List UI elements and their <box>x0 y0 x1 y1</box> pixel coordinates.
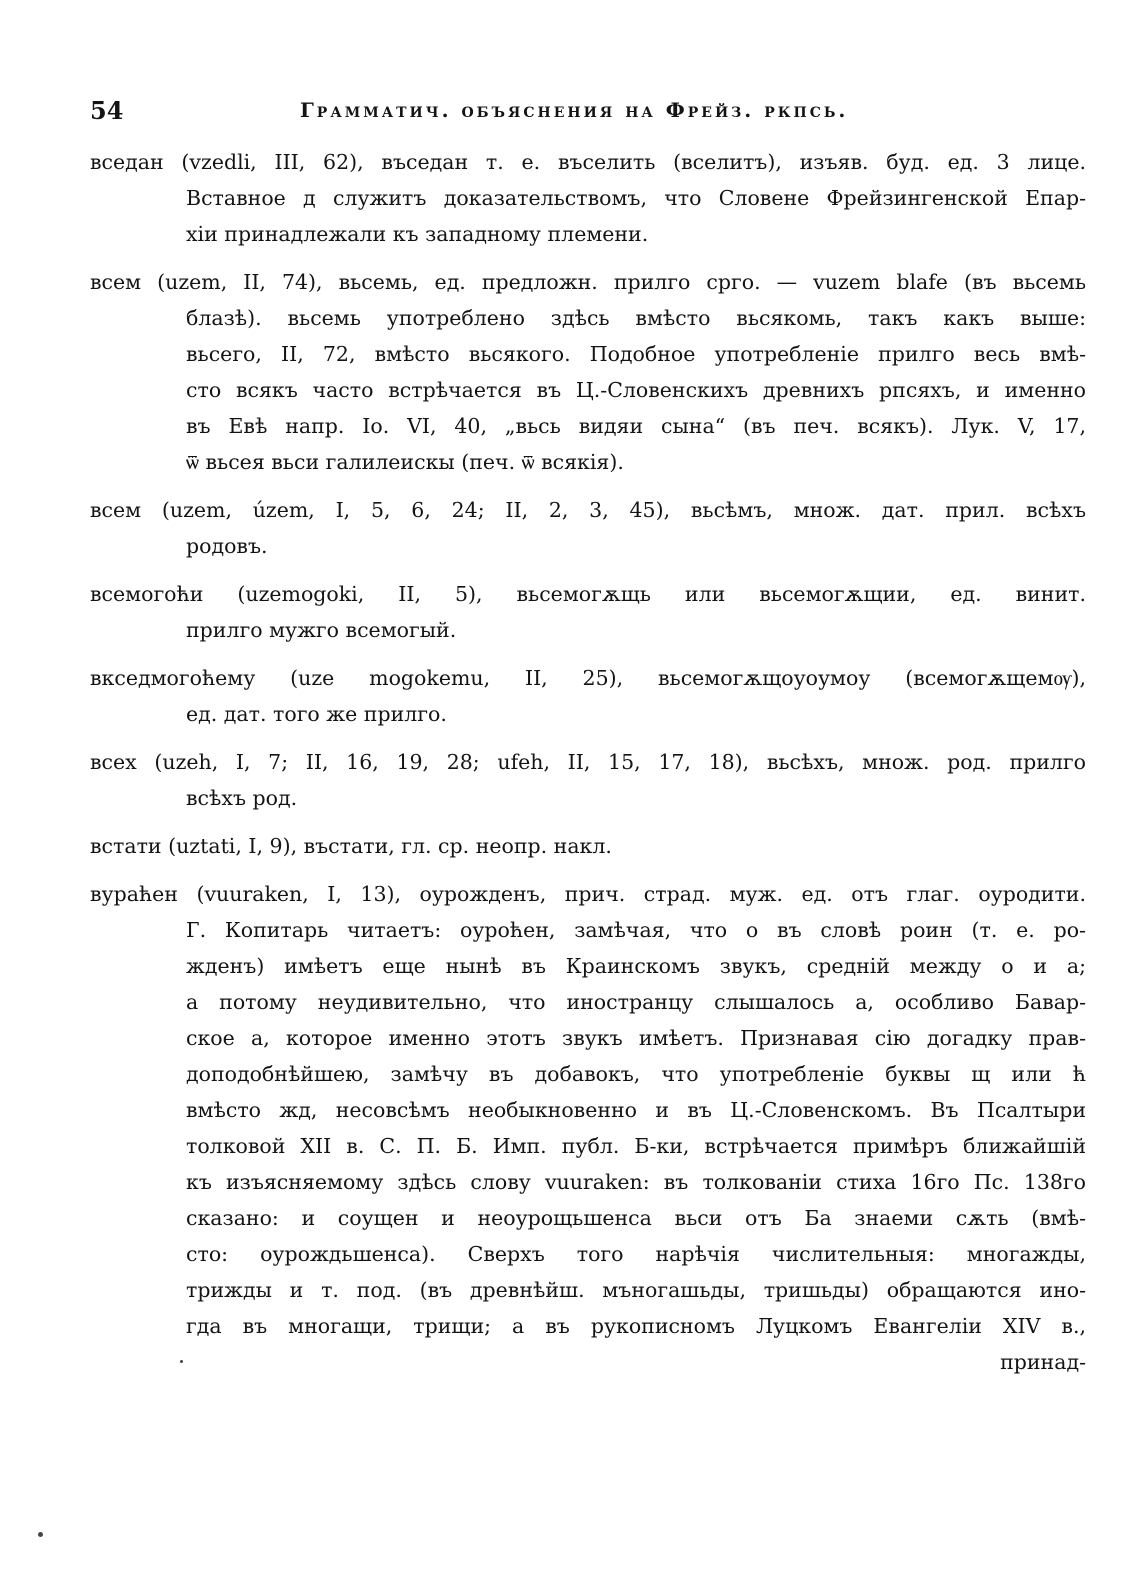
running-head: Грамматич. объяснения на Фрейз. ркпсь. <box>300 98 849 122</box>
entry-line: къ изъясняемому здѣсь слову vuuraken: въ толкованіи стиха 16го Пс. 138го <box>186 1170 1086 1194</box>
entry-line: вседан (vzedli, III, 62), въседан т. е. въселить (вселитъ), изъяв. буд. ед. 3 лице. <box>90 150 1086 174</box>
dictionary-entries <box>90 144 1086 1392</box>
entry-line: прилго мужго всемогый. <box>186 618 457 642</box>
ink-speck <box>180 1360 183 1363</box>
entry-vseh <box>90 744 1086 816</box>
entry-line: всем (uzem, územ, I, 5, 6, 24; II, 2, 3, 45), вьсѣмъ, множ. дат. прил. всѣхъ <box>90 498 1086 522</box>
entry-line: вкседмогоћему (uze mogokemu, II, 25), вьсемогѫщоуоумоу (всемогѫщемѹ), <box>90 666 1086 690</box>
entry-line: сказано: и соущен и неоурощьшенса вьси отъ Ба знаеми сѫть (вмѣ- <box>186 1206 1086 1230</box>
entry-vuraken <box>90 876 1086 1380</box>
entry-line: Г. Копитарь читаетъ: оуроћен, замѣчая, что о въ словѣ роин (т. е. ро- <box>186 918 1086 942</box>
entry-vsem-plural <box>90 492 1086 564</box>
entry-line: толковой XII в. С. П. Б. Имп. публ. Б-ки, встрѣчается примѣръ ближайшій <box>186 1134 1086 1158</box>
entry-line: вмѣсто жд, несовсѣмъ необыкновенно и въ Ц.-Словенскомъ. Въ Псалтыри <box>186 1098 1086 1122</box>
entry-line: хіи принадлежали къ западному племени. <box>186 222 649 246</box>
entry-line: родовъ. <box>186 534 268 558</box>
entry-vsemogoki <box>90 576 1086 648</box>
page-number: 54 <box>90 96 124 125</box>
page-header <box>90 96 1090 126</box>
entry-line: сто: оурождьшенса). Сверхъ того нарѣчія числительныя: многажды, <box>186 1242 1086 1266</box>
entry-line: въ Евѣ напр. Іо. VI, 40, „вьсь видяи сына“ (въ печ. всякъ). Лук. V, 17, <box>186 414 1086 438</box>
entry-line: всем (uzem, II, 74), вьсемь, ед. предложн. прилго срго. — vuzem blafe (въ вьсемь <box>90 270 1086 294</box>
entry-line: всемогоћи (uzemogoki, II, 5), вьсемогѫщь или вьсемогѫщии, ед. винит. <box>90 582 1086 606</box>
entry-line: вьсего, II, 72, вмѣсто вьсякого. Подобное употребленіе прилго весь вмѣ- <box>186 342 1086 366</box>
entry-line: жденъ) имѣетъ еще нынѣ въ Краинскомъ звукъ, среднiй между о и а; <box>186 954 1086 978</box>
entry-line: а потому неудивительно, что иностранцу слышалось а, особливо Бавар- <box>186 990 1086 1014</box>
entry-line: ское а, которое именно этотъ звукъ имѣетъ. Признавая сію догадку прав- <box>186 1026 1086 1050</box>
ink-speck <box>38 1532 43 1537</box>
entry-vksedmogokemu <box>90 660 1086 732</box>
entry-line: доподобнѣйшею, замѣчу въ добавокъ, что употребленіе буквы щ или ћ <box>186 1062 1086 1086</box>
entry-line: блазѣ). вьсемь употреблено здѣсь вмѣсто вьсякомь, такъ какъ выше: <box>186 306 1086 330</box>
entry-line: всѣхъ род. <box>186 786 298 810</box>
catchword: принад- <box>1000 1350 1086 1374</box>
entry-line: трижды и т. под. (въ древнѣйш. мъногашьды, тришьды) обращаются ино- <box>186 1278 1086 1302</box>
entry-vsedan <box>90 144 1086 252</box>
entry-line: гда въ многащи, трищи; а въ рукописномъ Луцкомъ Евангеліи XIV в., <box>186 1314 1086 1338</box>
entry-line: сто всякъ часто встрѣчается въ Ц.-Словенскихъ древнихъ рпсяхъ, и именно <box>186 378 1086 402</box>
entry-line: Вставное д служитъ доказательствомъ, что Словене Фрейзингенской Епар- <box>186 186 1086 210</box>
entry-vstati <box>90 828 1086 864</box>
entry-line: всех (uzeh, I, 7; II, 16, 19, 28; ufeh, II, 15, 17, 18), вьсѣхъ, множ. род. прилго <box>90 750 1086 774</box>
entry-line: встати (uztati, I, 9), въстати, гл. ср. неопр. накл. <box>90 834 612 858</box>
entry-line: вураћен (vuuraken, I, 13), оурожденъ, прич. страд. муж. ед. отъ глаг. оуродити. <box>90 882 1086 906</box>
entry-line: ѿ вьсея вьси галилеискы (печ. ѿ всякія). <box>186 450 624 474</box>
entry-vsem-74 <box>90 264 1086 480</box>
entry-line: ед. дат. того же прилго. <box>186 702 447 726</box>
